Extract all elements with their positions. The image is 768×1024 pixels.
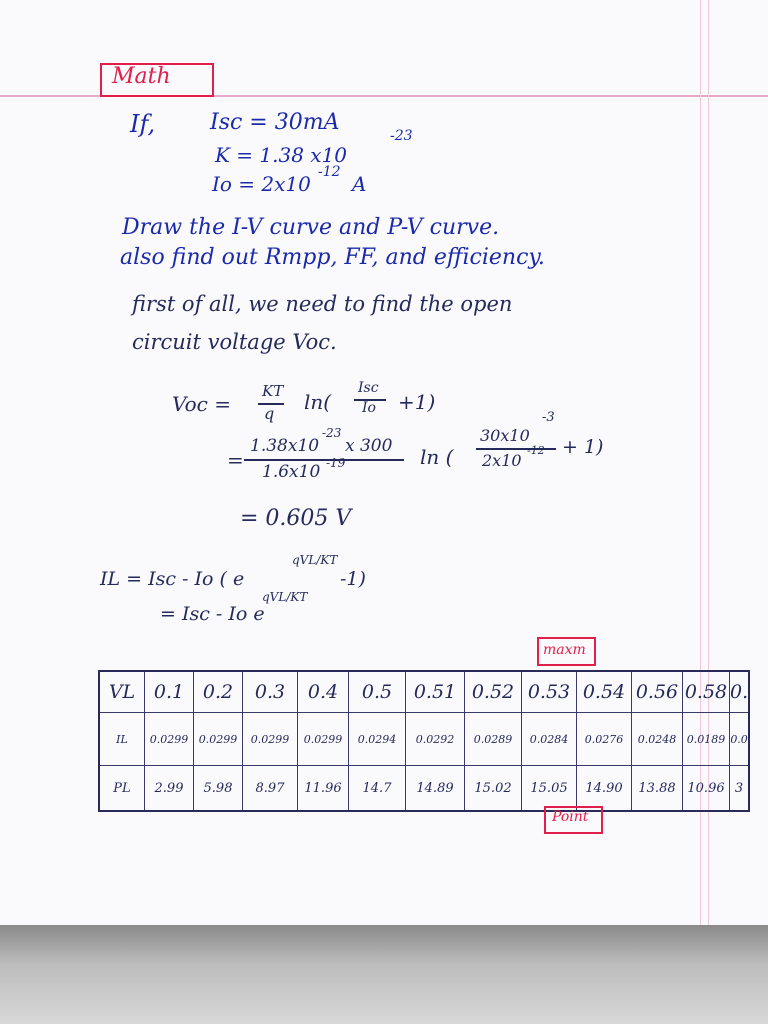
intro-line-2: circuit voltage Voc. <box>132 330 337 354</box>
voc-numerator-tail: x 300 <box>345 436 393 456</box>
table-row-pl <box>99 766 749 812</box>
table-cell: 10.96 <box>683 766 730 812</box>
table-cell: 0.0 <box>730 713 750 766</box>
table-header-pl: PL <box>99 766 145 812</box>
table-cell: 15.05 <box>522 766 577 812</box>
given-io-exponent: -12 <box>318 164 341 180</box>
scan-background <box>0 925 768 1024</box>
voc-q: q <box>264 404 275 423</box>
max-annotation: maxm <box>543 642 586 658</box>
table-cell: 15.02 <box>465 766 522 812</box>
voc-num-3-exponent: -3 <box>542 410 555 425</box>
voc-isc: Isc <box>358 380 379 396</box>
table-cell: 0.1 <box>145 671 194 713</box>
task-line-1: Draw the I-V curve and P-V curve. <box>122 215 500 240</box>
table-cell: 0.4 <box>298 671 349 713</box>
table-cell: 0.0189 <box>683 713 730 766</box>
given-k: K = 1.38 x10 <box>215 143 348 167</box>
given-io: Io = 2x10 <box>212 172 311 196</box>
task-line-2: also find out Rmpp, FF, and efficiency. <box>120 245 545 270</box>
table-cell: 0.0299 <box>243 713 298 766</box>
il-formula-2: = Isc - Io e <box>160 603 265 625</box>
table-cell: 0.54 <box>577 671 632 713</box>
table-cell: 0.0299 <box>194 713 243 766</box>
table-row-vl <box>99 671 749 713</box>
voc-plus-one: +1) <box>398 390 436 414</box>
voc-lhs: Voc = <box>172 392 231 416</box>
table-cell: 14.90 <box>577 766 632 812</box>
page-title: Math <box>112 64 171 89</box>
table-cell: 5.98 <box>194 766 243 812</box>
table-cell: 0.0289 <box>465 713 522 766</box>
il-exponent-1: qVL/KT <box>292 553 338 567</box>
table-cell: 0.0276 <box>577 713 632 766</box>
point-annotation: Point <box>552 809 589 825</box>
given-k-exponent: -23 <box>390 128 413 144</box>
table-cell: 13.88 <box>632 766 683 812</box>
voc-plus-one-2: + 1) <box>562 436 604 458</box>
table-cell: 0.56 <box>632 671 683 713</box>
il-exponent-2: qVL/KT <box>262 590 308 604</box>
table-cell: 0.3 <box>243 671 298 713</box>
data-table <box>98 670 750 812</box>
table-cell: 3 <box>730 766 750 812</box>
table-cell: 0.5 <box>349 671 406 713</box>
table-cell: 0.0292 <box>406 713 465 766</box>
voc-ln-2: ln ( <box>420 445 454 469</box>
table-header-il: IL <box>99 713 145 766</box>
voc-denominator: 1.6x10 <box>262 462 321 482</box>
il-formula-1-tail: -1) <box>340 568 366 590</box>
table-cell: 8.97 <box>243 766 298 812</box>
voc-io: Io <box>362 400 376 416</box>
table-cell: 14.7 <box>349 766 406 812</box>
voc-den-3-exponent: -12 <box>527 444 545 457</box>
voc-result: = 0.605 V <box>240 506 352 531</box>
table-cell: 0.2 <box>194 671 243 713</box>
equals-sign: = <box>227 448 244 472</box>
fraction-line <box>244 459 404 461</box>
voc-numerator: 1.38x10 <box>250 436 320 456</box>
table-cell: 0.0248 <box>632 713 683 766</box>
voc-kt: KT <box>262 382 284 400</box>
given-io-unit: A <box>352 172 367 196</box>
table-cell: 0.51 <box>406 671 465 713</box>
given-label: If, <box>130 110 156 138</box>
table-cell: 0.58 <box>683 671 730 713</box>
voc-num-3: 30x10 <box>480 426 530 445</box>
voc-ln: ln( <box>304 390 332 414</box>
table-cell: 0.0299 <box>145 713 194 766</box>
intro-line-1: first of all, we need to find the open <box>132 292 513 316</box>
table-cell: 11.96 <box>298 766 349 812</box>
table-header-vl: VL <box>99 671 145 713</box>
table-cell: 0.53 <box>522 671 577 713</box>
table-cell: 0. <box>730 671 750 713</box>
table-row-il <box>99 713 749 766</box>
table-cell: 0.0284 <box>522 713 577 766</box>
table-cell: 14.89 <box>406 766 465 812</box>
table-cell: 2.99 <box>145 766 194 812</box>
voc-den-3: 2x10 <box>482 451 522 470</box>
table-cell: 0.52 <box>465 671 522 713</box>
il-formula-1: IL = Isc - Io ( e <box>100 568 245 590</box>
voc-numerator-exponent: -23 <box>322 426 342 440</box>
table-cell: 0.0299 <box>298 713 349 766</box>
given-isc: Isc = 30mA <box>210 110 340 135</box>
table-cell: 0.0294 <box>349 713 406 766</box>
voc-denominator-exponent: -19 <box>326 456 346 470</box>
